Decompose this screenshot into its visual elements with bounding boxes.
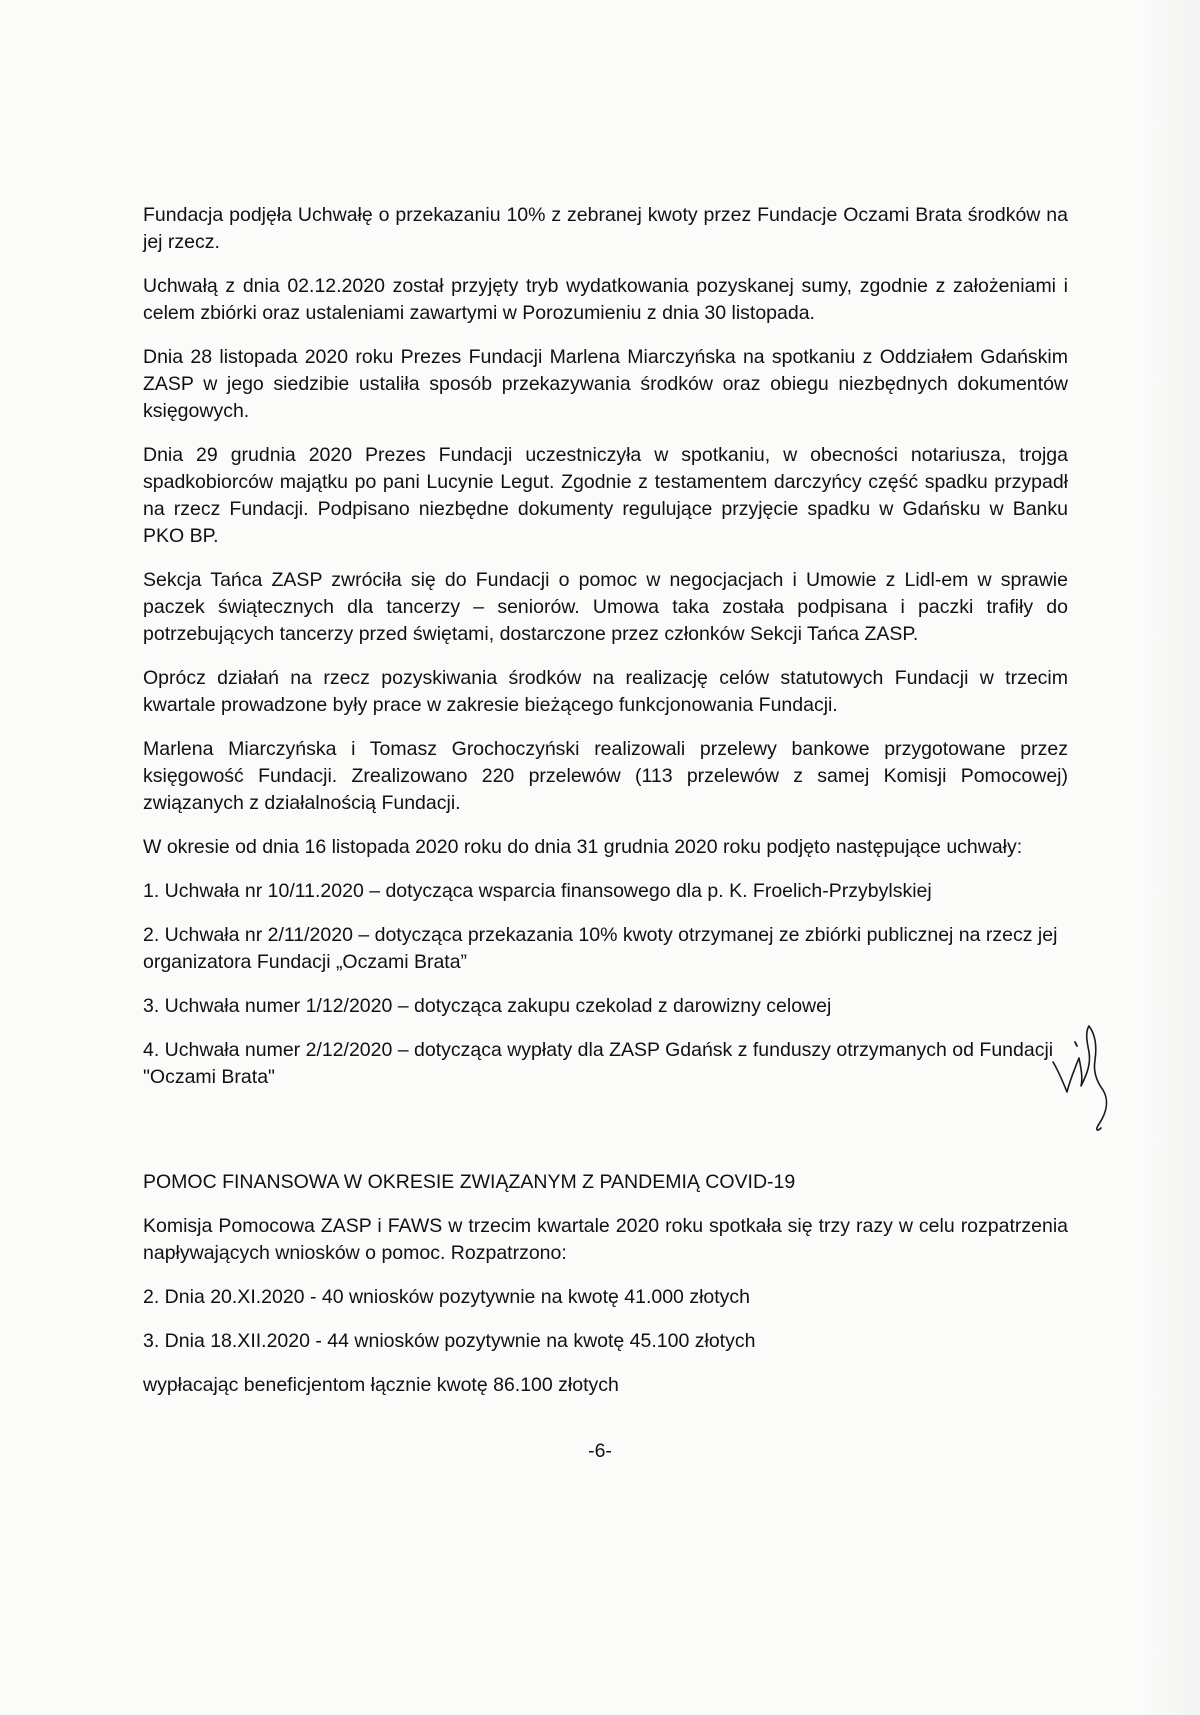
meeting-item: 3. Dnia 18.XII.2020 - 44 wniosków pozytywnie na kwotę 45.100 złotych: [143, 1330, 756, 1352]
section-paragraph: Komisja Pomocowa ZASP i FAWS w trzecim kwartale 2020 roku spotkała się trzy razy w celu rozpatrzenia napływających wniosków o pomoc. Rozpatrzono:: [143, 1215, 1068, 1264]
document-body: [143, 202, 1068, 1416]
resolution-item: 3. Uchwała numer 1/12/2020 – dotycząca zakupu czekolad z darowizny celowej: [143, 995, 832, 1017]
paragraph-gdansk-meeting: Dnia 28 listopada 2020 roku Prezes Fundacji Marlena Miarczyńska na spotkaniu z Oddziałem Gdańskim ZASP w jego siedzibie ustaliła sposób przekazywania środków oraz obiegu niezbędnych dokumentów księgowych.: [143, 346, 1068, 422]
resolution-item: 1. Uchwała nr 10/11.2020 – dotycząca wsparcia finansowego dla p. K. Froelich-Przybylskiej: [143, 880, 932, 902]
resolution-item: 4. Uchwała numer 2/12/2020 – dotycząca wypłaty dla ZASP Gdańsk z funduszy otrzymanych od Fundacji "Oczami Brata": [143, 1039, 1054, 1088]
meeting-item: 2. Dnia 20.XI.2020 - 40 wniosków pozytywnie na kwotę 41.000 złotych: [143, 1286, 751, 1308]
paragraph-spending-procedure: Uchwałą z dnia 02.12.2020 został przyjęty tryb wydatkowania pozyskanej sumy, zgodnie z założeniami i celem zbiórki oraz ustaleniami zawartymi w Porozumieniu z dnia 30 listopada.: [143, 275, 1068, 324]
section-heading: POMOC FINANSOWA W OKRESIE ZWIĄZANYM Z PANDEMIĄ COVID-19: [143, 1171, 796, 1193]
paragraph-dance-section: Sekcja Tańca ZASP zwróciła się do Fundacji o pomoc w negocjacjach i Umowie z Lidl-em w sprawie paczek świątecznych dla tancerzy – seniorów. Umowa taka została podpisana i paczki trafiły do potrzebujących tancerzy przed świętami, dostarczone przez członków Sekcji Tańca ZASP.: [143, 569, 1068, 645]
paragraph-resolutions-intro: W okresie od dnia 16 listopada 2020 roku do dnia 31 grudnia 2020 roku podjęto następujące uchwały:: [143, 836, 1023, 858]
paragraph-bank-transfers: Marlena Miarczyńska i Tomasz Grochoczyński realizowali przelewy bankowe przygotowane przez księgowość Fundacji. Zrealizowano 220 przelewów (113 przelewów z samej Komisji Pomocowej) związanych z działalnością Fundacji.: [143, 738, 1068, 814]
paragraph-ongoing-work: Oprócz działań na rzecz pozyskiwania środków na realizację celów statutowych Fundacji w trzecim kwartale prowadzone były prace w zakresie bieżącego funkcjonowania Fundacji.: [143, 667, 1068, 716]
paragraph-inheritance: Dnia 29 grudnia 2020 Prezes Fundacji uczestniczyła w spotkaniu, w obecności notariusza, trojga spadkobiorców majątku po pani Lucynie Legut. Zgodnie z testamentem darczyńcy część spadku przypadł na rzecz Fundacji. Podpisano niezbędne dokumenty regulujące przyjęcie spadku w Gdańsku w Banku PKO BP.: [143, 444, 1068, 547]
page-number: -6-: [588, 1440, 612, 1462]
total-amount: wypłacając beneficjentom łącznie kwotę 86.100 złotych: [143, 1374, 619, 1396]
handwritten-signature: [1045, 1020, 1125, 1135]
paragraph-resolution-transfer: Fundacja podjęła Uchwałę o przekazaniu 10% z zebranej kwoty przez Fundacje Oczami Brata środków na jej rzecz.: [143, 204, 1068, 253]
resolution-item: 2. Uchwała nr 2/11/2020 – dotycząca przekazania 10% kwoty otrzymanej ze zbiórki publicznej na rzecz jej organizatora Fundacji „Oczami Brata”: [143, 924, 1058, 973]
